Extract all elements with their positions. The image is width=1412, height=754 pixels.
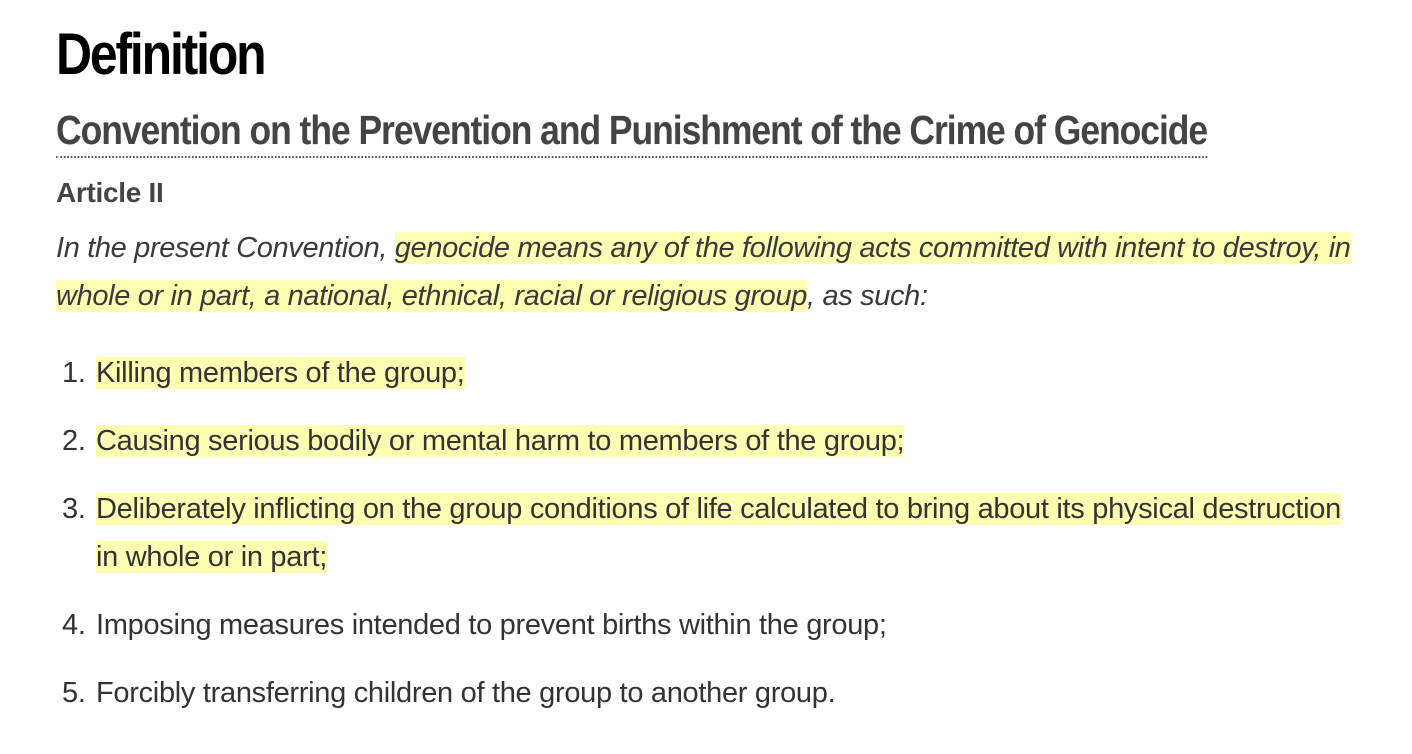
acts-list bbox=[56, 349, 1366, 717]
convention-link-wrapper bbox=[56, 106, 1372, 162]
article-heading: Article II bbox=[56, 177, 164, 208]
convention-link[interactable]: Convention on the Prevention and Punishment of the Crime of Genocide bbox=[56, 106, 1207, 158]
intro-highlight: genocide means any of the following acts committed with intent to destroy, in whole or in part, a national, ethnical, racial or religious group bbox=[56, 232, 1351, 312]
list-item-number: 1. bbox=[62, 357, 86, 389]
list-item bbox=[56, 349, 1366, 397]
page-title: Definition bbox=[56, 22, 265, 87]
list-item-number: 4. bbox=[62, 609, 86, 641]
intro-suffix: , as such: bbox=[807, 280, 928, 312]
list-item-text: Causing serious bodily or mental harm to members of the group; bbox=[96, 425, 905, 457]
intro-prefix: In the present Convention, bbox=[56, 232, 395, 264]
list-item bbox=[56, 601, 1366, 649]
list-item-number: 5. bbox=[62, 677, 86, 709]
list-item-text: Forcibly transferring children of the group to another group. bbox=[96, 677, 836, 709]
intro-paragraph bbox=[56, 224, 1356, 320]
list-item-number: 3. bbox=[62, 493, 86, 525]
list-item-text: Deliberately inflicting on the group conditions of life calculated to bring about its physical destruction in whole or in part; bbox=[96, 493, 1341, 573]
list-item bbox=[56, 417, 1366, 465]
list-item bbox=[56, 485, 1366, 581]
list-item-text: Killing members of the group; bbox=[96, 357, 465, 389]
list-item-number: 2. bbox=[62, 425, 86, 457]
list-item-text: Imposing measures intended to prevent births within the group; bbox=[96, 609, 887, 641]
list-item bbox=[56, 669, 1366, 717]
